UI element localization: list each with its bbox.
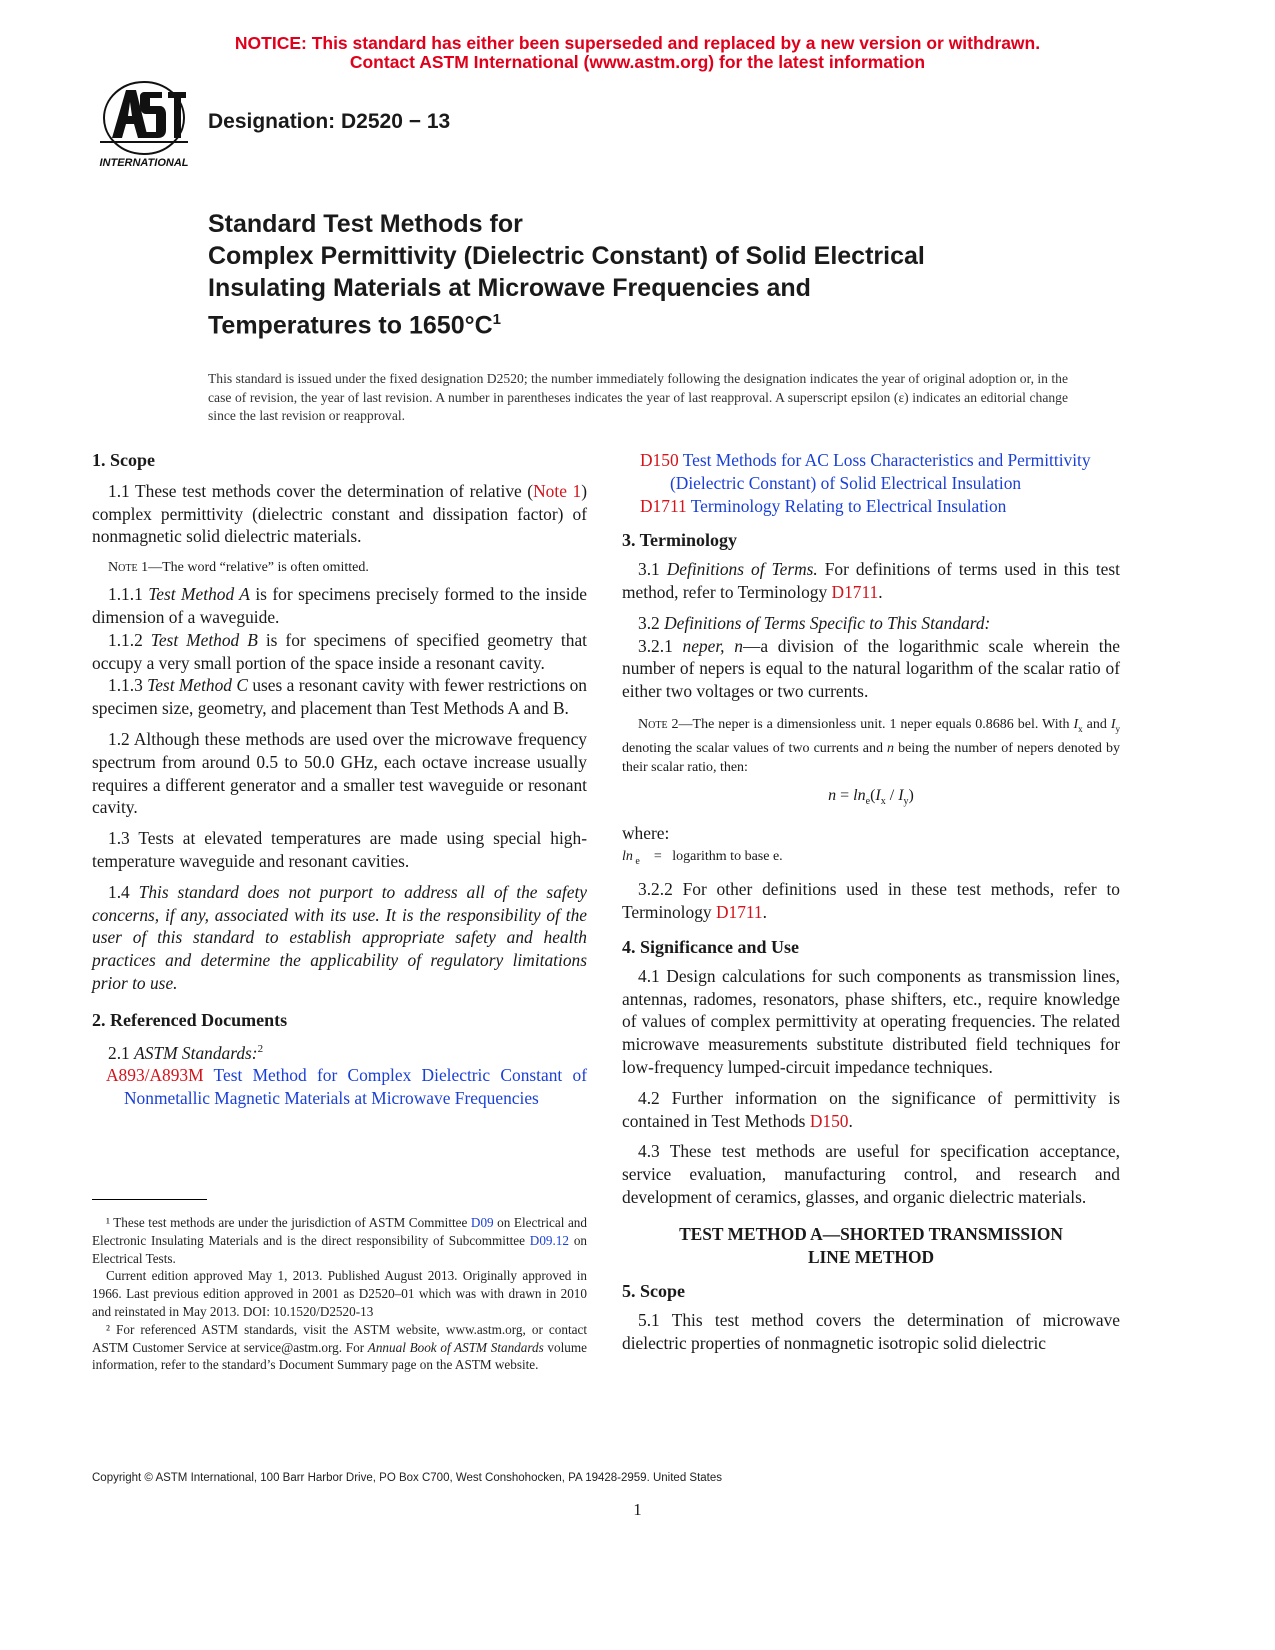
ref-d150-title-link[interactable]: Test Methods for AC Loss Characteristics and Permittivity (Dielectric Constant) of Solid Electrical Insulation (670, 450, 1091, 493)
notice-line-2: Contact ASTM International (www.astm.org) for the latest information (349, 52, 926, 72)
footnote-2-text-b: volume information, refer to the standard’s Document Summary page on the ASTM website. (92, 1339, 587, 1373)
section-4-heading: 4. Significance and Use (622, 936, 800, 957)
page-number: 1 (633, 1500, 642, 1519)
para-3-1: 3.1 Definitions of Terms. For definitions of terms used in this test method, refer to Terminology D1711. (622, 559, 1120, 602)
para-2-1-num: 2.1 (108, 1042, 135, 1063)
para-2-1-italic: ASTM Standards: (134, 1042, 258, 1063)
para-3-2-2: 3.2.2 For other definitions used in these test methods, refer to Terminology D1711. (622, 879, 1120, 923)
para-1-4 (92, 881, 587, 995)
ref-a893-code-link[interactable]: A893/A893M (106, 1065, 204, 1086)
para-3-2-1-italic: neper, n (682, 635, 743, 656)
section-2-heading: 2. Referenced Documents (92, 1009, 288, 1030)
note-1-link[interactable]: Note 1 (533, 480, 582, 501)
para-1-1-2-num: 1.1.2 (108, 629, 151, 650)
ref-d1711-title-link[interactable]: Terminology Relating to Electrical Insulation (686, 495, 1007, 516)
para-1-1-text-a: 1.1 These test methods cover the determination of relative ( (108, 480, 534, 501)
copyright-notice: Copyright © ASTM International, 100 Barr Harbor Drive, PO Box C700, West Conshohocken, PA 19428-2959. United States (92, 1472, 723, 1484)
para-3-2-2-text: 3.2.2 For other definitions used in these test methods, refer to Terminology (622, 879, 1120, 923)
para-4-2-text: 4.2 Further information on the significance of permittivity is contained in Test Methods (622, 1087, 1120, 1131)
para-3-2-1 (622, 635, 1120, 703)
where-label: where: (622, 822, 670, 843)
where-definition: ln $_e$ = logarithm to base e. (622, 848, 783, 867)
para-1-1-1-num: 1.1.1 (108, 584, 149, 605)
section-5-heading: 5. Scope (622, 1281, 685, 1302)
test-method-a-line-2: LINE METHOD (807, 1246, 935, 1267)
issuance-statement: This standard is issued under the fixed designation D2520; the number immediately following the designation indicates the year of original adoption or, in the case of revision, the year of last revision. A number in parentheses indicates the year of last reapproval. A superscript epsilon (ε) indicates an editorial change since the last revision or reapproval. (208, 371, 1068, 423)
neper-equation: $n = \ln_e(I_x / I_y)$ (828, 786, 914, 807)
para-4-2: 4.2 Further information on the significance of permittivity is contained in Test Methods D150. (622, 1087, 1120, 1131)
note-2-text-a: 2—The neper is a dimensionless unit. 1 neper equals 0.8686 bel. With (667, 716, 1074, 732)
para-1-4-italic: This standard does not purport to address all of the safety concerns, if any, associated with its use. It is the responsibility of the user of this standard to establish appropriate safety and health practices and determine the applicability of regulatory limitations prior to use. (92, 881, 587, 993)
footnote-2-italic: Annual Book of ASTM Standards (367, 1339, 544, 1355)
para-3-2 (622, 612, 1120, 635)
ref-d150 (622, 449, 1120, 495)
para-3-1-num: 3.1 (638, 559, 667, 580)
document-title (208, 208, 1108, 341)
footnotes (92, 1214, 587, 1374)
note-2: Note 2—The neper is a dimensionless unit. 1 neper equals 0.8686 bel. With $I_x$ and $I_y$ denoting the scalar values of two currents and n being the number of nepers denoted by their scalar ratio, then: (622, 716, 1121, 775)
para-1-1-2-text: is for specimens of specified geometry that occupy a very small portion of the space inside a resonant cavity. (92, 629, 587, 673)
ref-d1711-code-link[interactable]: D1711 (640, 495, 687, 516)
notice-line-1: NOTICE: This standard has either been superseded and replaced by a new version or withdrawn. (234, 33, 1041, 53)
where-definition-text: logarithm to base e. (672, 848, 783, 864)
committee-d09-link[interactable]: D09 (470, 1215, 494, 1230)
para-1-1-text-b: ) complex permittivity (dielectric constant and dissipation factor) of nonmagnetic solid dielectric materials. (92, 480, 587, 547)
para-1-1-2-italic: Test Method B (150, 629, 258, 650)
para-3-1-italic: Definitions of Terms. (666, 559, 818, 580)
footnote-1 (92, 1214, 587, 1267)
section-3-heading: 3. Terminology (622, 530, 738, 551)
para-3-2-italic: Definitions of Terms Specific to This Standard: (664, 612, 991, 633)
withdrawal-notice (0, 34, 1275, 72)
note-2-text-b: and (1082, 716, 1111, 732)
para-1-3: 1.3 Tests at elevated temperatures are made using special high-temperature waveguide and resonant cavities. (92, 828, 587, 871)
para-2-1 (92, 1038, 587, 1065)
test-method-a-heading (622, 1223, 1120, 1269)
footnote-1-text-c: on Electrical Tests. (92, 1232, 587, 1266)
title-footnote-ref[interactable]: 1 (492, 311, 501, 328)
section-1-heading: 1. Scope (92, 450, 155, 470)
para-1-1-3 (92, 674, 587, 720)
left-column (92, 449, 587, 1110)
para-3-2-1-num: 3.2.1 (638, 635, 683, 656)
title-line-3: Insulating Materials at Microwave Frequencies and (208, 274, 811, 302)
para-1-2: 1.2 Although these methods are used over the microwave frequency spectrum from around 0.5 to 50.0 GHz, each octave increase usually requires a different generator and a smaller test waveguide or resonant cavity. (92, 728, 587, 818)
ref-d1711 (622, 495, 1120, 518)
note-1-label: Note (108, 560, 138, 576)
title-line-2: Complex Permittivity (Dielectric Constant) of Solid Electrical (208, 242, 925, 270)
test-method-a-line-1: TEST METHOD A—SHORTED TRANSMISSION (679, 1223, 1063, 1244)
designation: Designation: D2520 − 13 (208, 110, 451, 133)
title-line-1: Standard Test Methods for (208, 210, 523, 238)
footnote-2-ref[interactable]: 2 (257, 1042, 264, 1055)
para-1-1-3-num: 1.1.3 (108, 675, 148, 696)
para-1-1-1-italic: Test Method A (148, 584, 250, 605)
para-1-1-3-text: uses a resonant cavity with fewer restrictions on specimen size, geometry, and placement than Test Methods A and B. (92, 675, 588, 719)
right-column (622, 449, 1120, 1355)
d1711-link-1[interactable]: D1711 (831, 581, 879, 602)
para-3-2-num: 3.2 (638, 612, 665, 633)
para-1-1-3-italic: Test Method C (147, 675, 248, 696)
title-line-4-text: Temperatures to 1650°C (208, 311, 493, 340)
ref-d150-code-link[interactable]: D150 (640, 450, 679, 470)
para-4-1: 4.1 Design calculations for such components as transmission lines, antennas, radomes, resonators, phase shifters, etc., require knowledge of values of complex permittivity at operating frequencies. The related microwave measurements substitute distributed field techniques for low-frequency lumped-circuit impedance techniques. (622, 965, 1120, 1077)
title-line-4 (208, 304, 1108, 341)
logo-text: INTERNATIONAL (99, 157, 189, 169)
footnote-2-text-a: ² For referenced ASTM standards, visit the ASTM website, www.astm.org, or contact ASTM Customer Service at service@astm.org. For (92, 1321, 587, 1355)
d1711-link-2[interactable]: D1711 (715, 902, 763, 923)
para-4-3: 4.3 These test methods are useful for specification acceptance, service evaluation, manufacturing control, and research and development of ceramics, glasses, and organic dielectric materials. (622, 1141, 1120, 1207)
ref-a893 (92, 1064, 587, 1110)
para-3-2-1-text: —a division of the logarithmic scale wherein the number of nepers is equal to the natural logarithm of the scalar ratio of either two voltages or two currents. (622, 635, 1121, 702)
para-1-1-1 (92, 583, 587, 629)
footnote-2 (92, 1321, 587, 1374)
note-2-text-c: denoting the scalar values of two currents and (622, 740, 888, 756)
footnote-1-text-b: on Electrical and Electronic Insulating Materials and is the direct responsibility of Subcommittee (92, 1215, 587, 1248)
note-2-label: Note (638, 716, 668, 732)
astm-logo (92, 80, 200, 176)
para-1-1 (92, 480, 587, 548)
footnote-1-text-a: ¹ These test methods are under the jurisdiction of ASTM Committee (106, 1215, 471, 1230)
astm-logo-icon (92, 80, 200, 176)
d150-link[interactable]: D150 (809, 1110, 849, 1131)
footnote-1-edition: Current edition approved May 1, 2013. Published August 2013. Originally approved in 1966. Last previous edition approved in 2001 as D2520–01 which was with drawn in 2010 and reinstated in May 2013. DOI: 10.1520/D2520-13 (92, 1268, 587, 1319)
para-3-1-text: For definitions of terms used in this test method, refer to Terminology (622, 559, 1120, 602)
ref-a893-title-link[interactable]: Test Method for Complex Dielectric Constant of Nonmetallic Magnetic Materials at Microwave Frequencies (124, 1065, 587, 1108)
note-1-text: 1—The word “relative” is often omitted. (137, 560, 369, 576)
para-1-1-2 (92, 629, 587, 675)
note-1 (92, 558, 587, 577)
para-1-1-1-text: is for specimens precisely formed to the inside dimension of a waveguide. (92, 584, 587, 627)
para-1-4-num: 1.4 (108, 881, 139, 902)
footnote-separator (92, 1199, 207, 1200)
subcommittee-d09-12-link[interactable]: D09.12 (529, 1232, 569, 1248)
para-5-1: 5.1 This test method covers the determination of microwave dielectric properties of nonmagnetic isotropic solid dielectric (622, 1310, 1120, 1353)
note-2-text-d: being the number of nepers denoted by their scalar ratio, then: (622, 740, 1120, 775)
